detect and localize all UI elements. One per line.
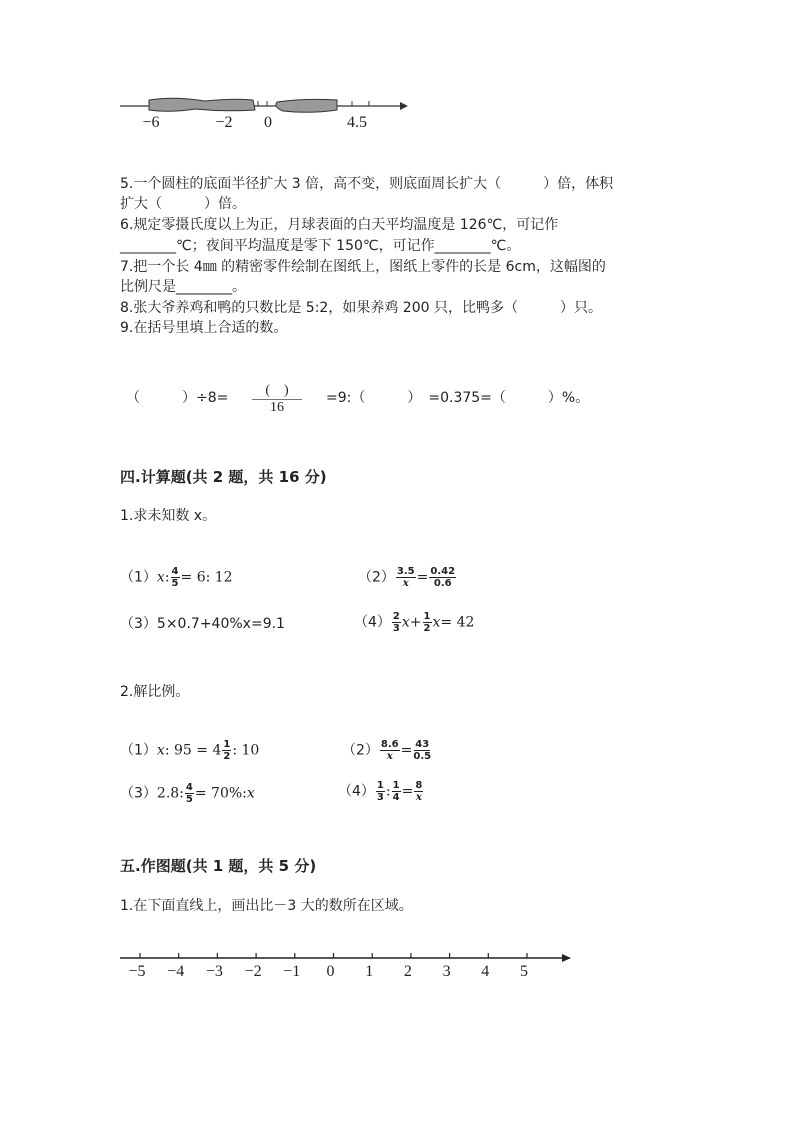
numerator: 8: [415, 780, 423, 791]
section-4-problem-1-title: 1.求未知数 x。: [120, 508, 217, 524]
denominator: x: [402, 578, 409, 589]
numberline-label: 5: [520, 963, 528, 980]
fraction: [171, 566, 180, 589]
s4-p1-item-1: [120, 566, 233, 589]
math-var: x: [246, 785, 255, 802]
math-op: +: [409, 614, 422, 631]
q9-fraction: [252, 383, 302, 416]
q9-expression-b: =9:（ ） =0.375=（ ）%。: [326, 390, 590, 406]
section-5-title: 五.作图题(共 1 题，共 5 分): [120, 857, 317, 875]
numberline-label: 0: [326, 963, 335, 980]
fraction: [429, 566, 456, 589]
bottom-number-line: [118, 950, 574, 966]
question-5-line-1: 5.一个圆柱的底面半径扩大 3 倍，高不变，则底面周长扩大（ ）倍，体积: [120, 176, 614, 192]
question-6-line-1: 6.规定零摄氏度以上为正，月球表面的白天平均温度是 126℃，可记作: [120, 217, 559, 233]
numerator: 1: [423, 611, 431, 622]
numerator: 0.42: [430, 566, 456, 577]
question-9: 9.在括号里填上合适的数。: [120, 320, 288, 336]
fraction: [396, 566, 416, 589]
math-op: =: [416, 569, 429, 586]
s4-p2-item-4: [338, 780, 424, 803]
s4-p1-item-4: [354, 611, 474, 634]
question-6-line-2: ________℃；夜间平均温度是零下 150℃，可记作________℃。: [120, 238, 521, 254]
shaded-region-left: [149, 98, 255, 111]
section-5-problem-1-title: 1.在下面直线上，画出比－3 大的数所在区域。: [120, 898, 413, 914]
math-op: :: [164, 569, 170, 586]
math-expr: = 6: 12: [180, 569, 233, 586]
math-expr: = 42: [440, 614, 475, 631]
numberline-label: 1: [365, 963, 374, 980]
question-7-line-2: 比例尺是________。: [120, 279, 246, 295]
item-label: （1）: [120, 742, 157, 759]
math-op: =: [400, 742, 413, 759]
item-label: （2）: [342, 742, 379, 759]
top-line-label: 4.5: [347, 114, 367, 131]
math-expr: = 70%:: [194, 785, 247, 802]
q9-fraction-numerator: ( ): [252, 383, 302, 400]
denominator: 2: [223, 751, 231, 762]
numberline-label: 2: [403, 963, 412, 980]
s4-p2-item-2: [342, 739, 432, 762]
denominator: 0.6: [433, 578, 452, 589]
math-op: :: [385, 783, 391, 800]
item-label: （3）: [120, 785, 157, 802]
numberline-label: −2: [244, 963, 262, 980]
numberline-label: 3: [442, 963, 451, 980]
question-7-line-1: 7.把一个长 4㎜ 的精密零件绘制在图纸上，图纸上零件的长是 6cm，这幅图的: [120, 259, 606, 275]
denominator: 3: [392, 623, 400, 634]
denominator: 4: [392, 792, 400, 803]
numerator: 1: [223, 739, 231, 750]
top-number-line: [115, 92, 415, 116]
math-var: x: [156, 742, 165, 759]
fraction: [423, 611, 432, 634]
math-expr: 2.8:: [156, 785, 184, 802]
math-expr: : 10: [232, 742, 260, 759]
item-label: （3）: [120, 616, 157, 632]
math-expr: : 95 = 4: [164, 742, 222, 759]
numerator: 4: [185, 782, 193, 793]
fraction: [413, 739, 431, 762]
math-var: x: [401, 614, 410, 631]
numerator: 1: [392, 780, 400, 791]
top-line-label: 0: [264, 114, 272, 131]
numberline-label: −5: [128, 963, 146, 980]
item-label: （4）: [354, 614, 391, 631]
math-expr: 5×0.7+40%x=9.1: [156, 616, 285, 632]
math-var: x: [432, 614, 441, 631]
section-4-problem-2-title: 2.解比例。: [120, 684, 190, 700]
question-5-line-2: 扩大（ ）倍。: [120, 196, 246, 212]
section-4-title: 四.计算题(共 2 题，共 16 分): [120, 468, 327, 486]
s4-p2-item-3: [120, 782, 255, 805]
math-op: =: [401, 783, 414, 800]
s4-p2-item-1: [120, 739, 259, 762]
numberline-label: −4: [167, 963, 185, 980]
top-line-label: −2: [215, 114, 233, 131]
fraction: [414, 780, 423, 803]
numerator: 2: [392, 611, 400, 622]
denominator: 0.5: [413, 751, 432, 762]
shaded-region-right: [276, 99, 337, 112]
numerator: 1: [376, 780, 384, 791]
denominator: 5: [185, 794, 193, 805]
fraction: [185, 782, 194, 805]
fraction: [376, 780, 385, 803]
math-var: x: [156, 569, 165, 586]
numerator: 4: [171, 566, 179, 577]
fraction: [392, 780, 401, 803]
fraction: [380, 739, 400, 762]
numerator: 3.5: [396, 566, 415, 577]
numberline-label: −1: [283, 963, 301, 980]
denominator: x: [415, 792, 422, 803]
item-label: （1）: [120, 569, 157, 586]
numerator: 43: [415, 739, 430, 750]
fraction: [392, 611, 401, 634]
q9-expression-a: （ ）÷8=: [126, 390, 229, 406]
item-label: （4）: [338, 783, 375, 800]
denominator: 3: [376, 792, 384, 803]
denominator: x: [386, 751, 393, 762]
s4-p1-item-2: [358, 566, 457, 589]
fraction: [222, 739, 231, 762]
denominator: 5: [171, 578, 179, 589]
numberline-label: −3: [205, 963, 223, 980]
denominator: 2: [423, 623, 431, 634]
numberline-label: 4: [481, 963, 490, 980]
item-label: （2）: [358, 569, 395, 586]
q9-fraction-denominator: 16: [270, 400, 284, 415]
numerator: 8.6: [380, 739, 399, 750]
question-8: 8.张大爷养鸡和鸭的只数比是 5:2，如果养鸡 200 只，比鸭多（ ）只。: [120, 300, 602, 316]
top-line-label: −6: [142, 114, 160, 131]
s4-p1-item-3: [120, 613, 285, 633]
